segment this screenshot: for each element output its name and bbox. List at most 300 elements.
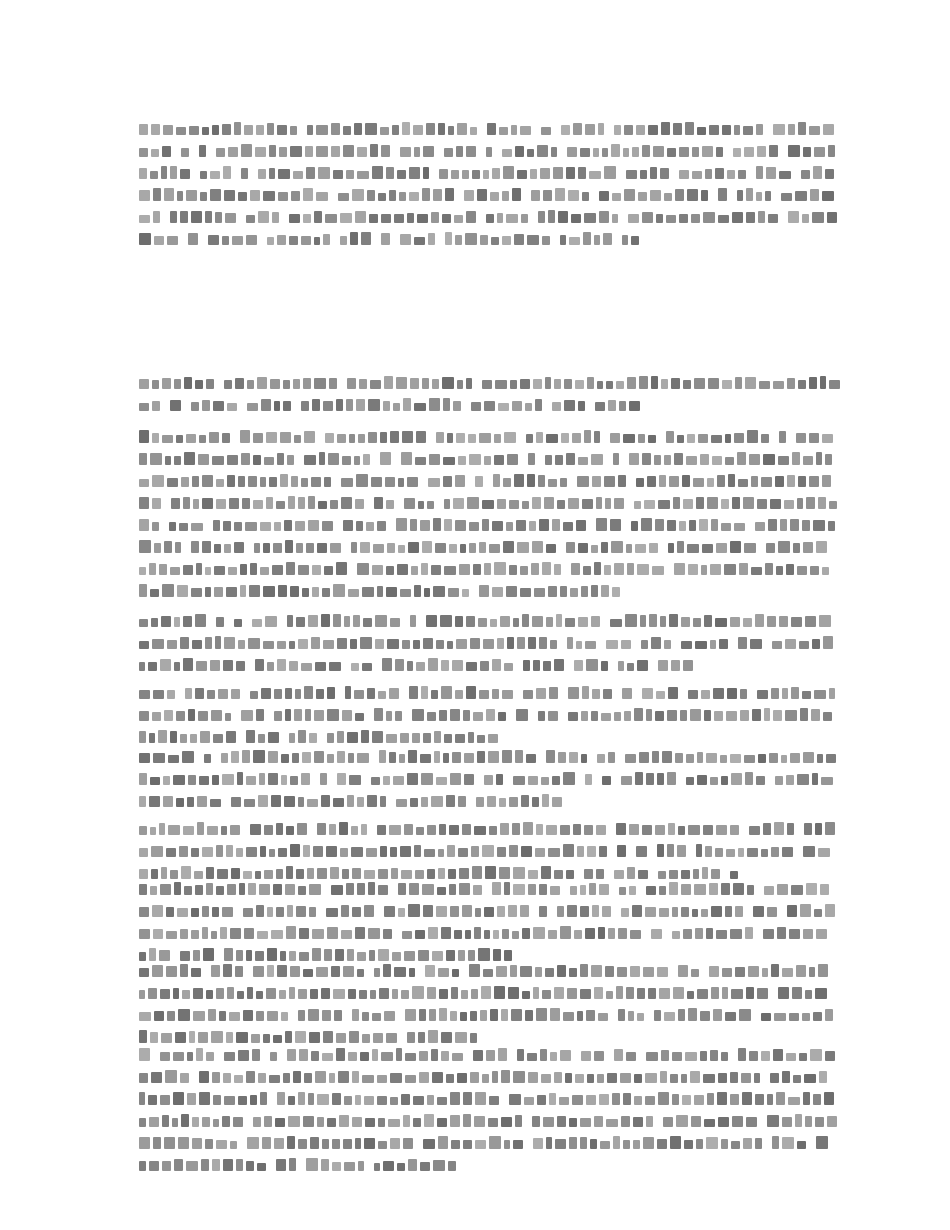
glyph bbox=[343, 145, 354, 157]
glyph bbox=[484, 930, 490, 939]
glyph bbox=[152, 905, 163, 917]
glyph bbox=[668, 823, 675, 835]
glyph bbox=[767, 1115, 779, 1127]
text-line bbox=[139, 211, 836, 223]
glyph bbox=[727, 688, 737, 699]
glyph bbox=[390, 1097, 398, 1105]
glyph bbox=[761, 477, 772, 487]
glyph bbox=[198, 454, 209, 465]
glyph bbox=[455, 520, 466, 531]
glyph bbox=[162, 378, 171, 389]
glyph bbox=[200, 731, 210, 743]
glyph bbox=[536, 688, 546, 699]
glyph bbox=[421, 773, 433, 785]
glyph bbox=[444, 519, 452, 531]
glyph bbox=[195, 688, 204, 699]
glyph bbox=[303, 969, 313, 977]
glyph bbox=[612, 214, 618, 223]
glyph bbox=[433, 1160, 445, 1171]
glyph bbox=[260, 567, 269, 575]
glyph bbox=[312, 929, 324, 939]
glyph bbox=[356, 399, 365, 411]
glyph bbox=[770, 499, 781, 509]
glyph bbox=[429, 1009, 436, 1021]
glyph bbox=[277, 965, 287, 977]
text-line bbox=[139, 145, 836, 157]
glyph bbox=[659, 475, 666, 487]
glyph bbox=[289, 987, 295, 999]
glyph bbox=[333, 989, 345, 999]
glyph bbox=[424, 849, 435, 857]
glyph bbox=[630, 966, 640, 977]
glyph bbox=[686, 456, 697, 465]
glyph bbox=[167, 478, 178, 487]
glyph bbox=[378, 885, 388, 895]
glyph bbox=[563, 772, 575, 785]
glyph bbox=[150, 453, 162, 465]
glyph bbox=[458, 796, 466, 807]
glyph bbox=[599, 884, 609, 895]
glyph bbox=[813, 520, 825, 531]
glyph bbox=[276, 823, 283, 835]
glyph bbox=[405, 1009, 416, 1021]
glyph bbox=[416, 827, 424, 835]
glyph bbox=[414, 845, 421, 857]
glyph bbox=[427, 987, 436, 999]
glyph bbox=[308, 1009, 319, 1021]
glyph bbox=[160, 1095, 170, 1105]
glyph bbox=[533, 379, 542, 389]
glyph bbox=[494, 455, 504, 465]
glyph bbox=[658, 500, 670, 509]
glyph bbox=[378, 691, 386, 699]
glyph bbox=[199, 1092, 210, 1105]
glyph bbox=[244, 125, 253, 135]
glyph bbox=[355, 1095, 361, 1105]
glyph bbox=[400, 234, 411, 245]
glyph bbox=[288, 1096, 295, 1105]
glyph bbox=[355, 1138, 361, 1149]
glyph bbox=[347, 732, 358, 743]
glyph bbox=[793, 1075, 801, 1083]
glyph bbox=[717, 475, 725, 487]
glyph bbox=[223, 964, 232, 977]
glyph bbox=[139, 453, 147, 465]
glyph bbox=[277, 235, 286, 245]
glyph bbox=[803, 929, 813, 939]
glyph bbox=[209, 432, 219, 443]
glyph bbox=[601, 713, 611, 721]
glyph bbox=[822, 475, 831, 487]
glyph bbox=[642, 453, 651, 465]
glyph bbox=[739, 563, 748, 575]
glyph bbox=[782, 1117, 792, 1127]
glyph bbox=[202, 127, 209, 135]
glyph bbox=[160, 989, 170, 999]
glyph bbox=[367, 190, 375, 201]
glyph bbox=[755, 522, 765, 531]
glyph bbox=[734, 433, 744, 443]
glyph bbox=[302, 752, 311, 763]
glyph bbox=[293, 379, 300, 389]
glyph bbox=[715, 168, 724, 179]
glyph bbox=[599, 1094, 609, 1105]
glyph bbox=[738, 479, 748, 487]
glyph bbox=[784, 500, 794, 509]
glyph bbox=[589, 171, 601, 179]
glyph bbox=[175, 542, 181, 553]
glyph bbox=[195, 614, 206, 627]
glyph bbox=[737, 190, 743, 201]
glyph bbox=[418, 1032, 425, 1043]
glyph bbox=[608, 928, 615, 939]
glyph bbox=[139, 1048, 150, 1061]
glyph bbox=[687, 434, 695, 443]
glyph bbox=[792, 987, 802, 999]
glyph bbox=[641, 640, 648, 649]
glyph bbox=[636, 478, 644, 487]
glyph bbox=[372, 1049, 378, 1061]
glyph bbox=[218, 689, 228, 699]
glyph bbox=[386, 566, 394, 575]
glyph bbox=[573, 824, 581, 835]
glyph bbox=[486, 147, 492, 157]
glyph bbox=[465, 233, 477, 245]
glyph bbox=[242, 498, 250, 509]
glyph bbox=[301, 663, 312, 671]
glyph bbox=[733, 148, 741, 157]
glyph bbox=[277, 659, 286, 671]
glyph bbox=[374, 968, 380, 977]
glyph bbox=[711, 906, 722, 917]
glyph bbox=[563, 522, 573, 531]
glyph bbox=[504, 663, 513, 671]
glyph bbox=[323, 640, 334, 649]
glyph bbox=[780, 519, 787, 531]
glyph bbox=[829, 501, 837, 509]
glyph bbox=[401, 452, 412, 465]
glyph bbox=[380, 432, 387, 443]
glyph bbox=[805, 990, 812, 999]
glyph bbox=[318, 501, 327, 509]
glyph bbox=[683, 380, 691, 389]
glyph bbox=[520, 126, 531, 135]
glyph bbox=[706, 1137, 718, 1149]
glyph bbox=[274, 689, 282, 699]
glyph bbox=[598, 1013, 608, 1021]
glyph bbox=[770, 1073, 779, 1083]
glyph bbox=[327, 733, 334, 743]
glyph bbox=[161, 1033, 172, 1043]
glyph bbox=[176, 435, 183, 443]
glyph bbox=[163, 125, 173, 135]
glyph bbox=[286, 562, 295, 575]
glyph bbox=[776, 566, 783, 575]
glyph bbox=[400, 846, 411, 857]
glyph bbox=[336, 1048, 345, 1061]
glyph bbox=[497, 213, 503, 223]
glyph bbox=[206, 990, 213, 999]
glyph bbox=[813, 1094, 821, 1105]
glyph bbox=[181, 477, 189, 487]
glyph bbox=[773, 124, 785, 135]
glyph bbox=[343, 1139, 352, 1149]
glyph bbox=[483, 170, 489, 179]
glyph bbox=[298, 797, 304, 807]
glyph bbox=[433, 586, 445, 597]
glyph bbox=[651, 376, 658, 389]
glyph bbox=[546, 1137, 552, 1149]
glyph bbox=[180, 169, 190, 179]
glyph bbox=[258, 795, 268, 807]
glyph bbox=[188, 233, 198, 245]
text-line bbox=[139, 845, 836, 857]
glyph bbox=[460, 544, 466, 553]
glyph bbox=[193, 988, 203, 999]
glyph bbox=[443, 398, 450, 411]
glyph bbox=[419, 1072, 429, 1083]
glyph bbox=[384, 1011, 395, 1021]
glyph bbox=[734, 125, 740, 135]
glyph bbox=[333, 614, 341, 627]
glyph bbox=[236, 661, 245, 671]
glyph bbox=[606, 991, 613, 999]
glyph bbox=[353, 615, 360, 627]
glyph bbox=[688, 825, 700, 835]
glyph bbox=[578, 167, 586, 179]
glyph bbox=[191, 211, 202, 223]
glyph bbox=[679, 147, 689, 157]
glyph bbox=[326, 908, 338, 917]
glyph bbox=[648, 435, 656, 443]
glyph bbox=[471, 402, 481, 411]
glyph bbox=[555, 1139, 566, 1149]
glyph bbox=[642, 688, 653, 699]
glyph bbox=[278, 848, 287, 857]
glyph bbox=[260, 477, 266, 487]
glyph bbox=[605, 498, 611, 509]
glyph bbox=[781, 193, 792, 201]
glyph bbox=[502, 750, 512, 763]
text-line bbox=[139, 189, 836, 201]
glyph bbox=[450, 906, 459, 917]
glyph bbox=[246, 235, 257, 245]
glyph bbox=[508, 905, 517, 917]
glyph bbox=[345, 686, 351, 699]
glyph bbox=[482, 845, 494, 857]
glyph bbox=[202, 498, 213, 509]
glyph bbox=[764, 886, 774, 895]
glyph bbox=[224, 1096, 235, 1105]
glyph bbox=[333, 584, 345, 597]
glyph bbox=[520, 966, 532, 977]
glyph bbox=[291, 476, 298, 487]
glyph bbox=[238, 192, 247, 201]
glyph bbox=[152, 498, 161, 509]
glyph bbox=[267, 965, 274, 977]
glyph bbox=[255, 147, 266, 157]
glyph bbox=[253, 966, 264, 977]
glyph bbox=[202, 847, 213, 857]
glyph bbox=[525, 1010, 533, 1021]
glyph bbox=[216, 148, 225, 157]
glyph bbox=[436, 432, 444, 443]
glyph bbox=[645, 1096, 655, 1105]
glyph bbox=[642, 825, 652, 835]
glyph bbox=[494, 562, 506, 575]
glyph bbox=[560, 825, 570, 835]
glyph bbox=[731, 773, 742, 785]
text-line bbox=[139, 585, 623, 597]
glyph bbox=[447, 845, 455, 857]
glyph bbox=[270, 379, 280, 389]
paragraph bbox=[0, 426, 950, 602]
glyph bbox=[802, 520, 810, 531]
glyph bbox=[352, 907, 361, 917]
glyph bbox=[379, 988, 389, 999]
glyph bbox=[614, 712, 621, 721]
glyph bbox=[661, 122, 670, 135]
text-line bbox=[139, 965, 836, 977]
glyph bbox=[546, 617, 553, 627]
glyph bbox=[675, 753, 683, 763]
glyph bbox=[306, 167, 315, 179]
glyph bbox=[560, 235, 566, 245]
glyph bbox=[152, 639, 164, 649]
glyph bbox=[202, 400, 210, 411]
glyph bbox=[696, 1139, 703, 1149]
glyph bbox=[420, 520, 430, 531]
glyph bbox=[704, 710, 711, 721]
glyph bbox=[548, 930, 557, 939]
glyph bbox=[311, 1051, 319, 1061]
glyph bbox=[715, 618, 727, 627]
glyph bbox=[139, 619, 148, 627]
glyph bbox=[271, 795, 281, 807]
glyph bbox=[289, 236, 298, 245]
glyph bbox=[470, 127, 477, 135]
glyph bbox=[329, 378, 337, 389]
glyph bbox=[341, 930, 352, 939]
glyph bbox=[730, 617, 740, 627]
glyph bbox=[361, 730, 369, 743]
glyph bbox=[205, 587, 211, 597]
glyph bbox=[582, 192, 589, 201]
glyph bbox=[285, 1031, 292, 1043]
glyph bbox=[586, 1010, 595, 1021]
glyph bbox=[294, 709, 302, 721]
glyph bbox=[362, 1012, 369, 1021]
glyph bbox=[288, 496, 295, 509]
glyph bbox=[173, 1052, 184, 1061]
glyph bbox=[456, 433, 465, 443]
glyph bbox=[196, 1048, 203, 1061]
glyph bbox=[237, 991, 244, 999]
glyph bbox=[703, 1074, 715, 1083]
glyph bbox=[796, 433, 806, 443]
glyph bbox=[139, 148, 148, 157]
glyph bbox=[153, 1137, 161, 1149]
glyph bbox=[202, 475, 213, 487]
glyph bbox=[527, 235, 539, 245]
glyph bbox=[781, 755, 787, 763]
glyph bbox=[408, 904, 420, 917]
glyph bbox=[154, 236, 164, 245]
glyph bbox=[139, 907, 149, 917]
glyph bbox=[192, 1138, 202, 1149]
glyph bbox=[226, 845, 233, 857]
glyph bbox=[212, 456, 224, 465]
glyph bbox=[690, 709, 701, 721]
glyph bbox=[370, 144, 378, 157]
glyph bbox=[492, 689, 499, 699]
glyph bbox=[553, 167, 563, 179]
glyph bbox=[671, 660, 680, 671]
glyph bbox=[386, 587, 397, 597]
glyph bbox=[504, 1140, 510, 1149]
glyph bbox=[211, 1031, 223, 1043]
glyph bbox=[814, 147, 825, 157]
glyph bbox=[706, 928, 713, 939]
glyph bbox=[455, 690, 463, 699]
glyph bbox=[513, 776, 525, 785]
glyph bbox=[230, 928, 241, 939]
glyph bbox=[548, 848, 560, 857]
glyph bbox=[809, 967, 815, 977]
glyph bbox=[707, 497, 718, 509]
glyph bbox=[191, 908, 199, 917]
glyph bbox=[581, 586, 588, 597]
glyph bbox=[327, 687, 335, 699]
glyph bbox=[231, 751, 239, 763]
glyph bbox=[434, 751, 440, 763]
glyph bbox=[165, 1070, 177, 1083]
glyph bbox=[594, 235, 600, 245]
glyph bbox=[761, 434, 769, 443]
glyph bbox=[591, 965, 602, 977]
glyph bbox=[474, 927, 481, 939]
glyph bbox=[260, 846, 266, 857]
glyph bbox=[439, 989, 448, 999]
glyph bbox=[669, 882, 678, 895]
glyph bbox=[195, 380, 203, 389]
glyph bbox=[580, 906, 589, 917]
glyph bbox=[393, 403, 400, 411]
glyph bbox=[268, 773, 278, 785]
glyph bbox=[450, 1011, 457, 1021]
glyph bbox=[412, 986, 424, 999]
glyph bbox=[677, 845, 686, 857]
glyph bbox=[528, 884, 536, 895]
glyph bbox=[632, 147, 639, 157]
glyph bbox=[650, 190, 661, 201]
glyph bbox=[462, 905, 472, 917]
glyph bbox=[711, 519, 718, 531]
glyph bbox=[687, 991, 694, 999]
glyph bbox=[287, 905, 293, 917]
glyph bbox=[450, 1115, 460, 1127]
glyph bbox=[506, 586, 517, 597]
glyph bbox=[139, 753, 150, 763]
glyph bbox=[152, 380, 159, 389]
glyph bbox=[515, 1115, 522, 1127]
glyph bbox=[390, 1138, 400, 1149]
glyph bbox=[535, 399, 542, 411]
glyph bbox=[235, 966, 243, 977]
glyph bbox=[441, 660, 449, 671]
glyph bbox=[303, 1116, 314, 1127]
glyph bbox=[424, 588, 430, 597]
